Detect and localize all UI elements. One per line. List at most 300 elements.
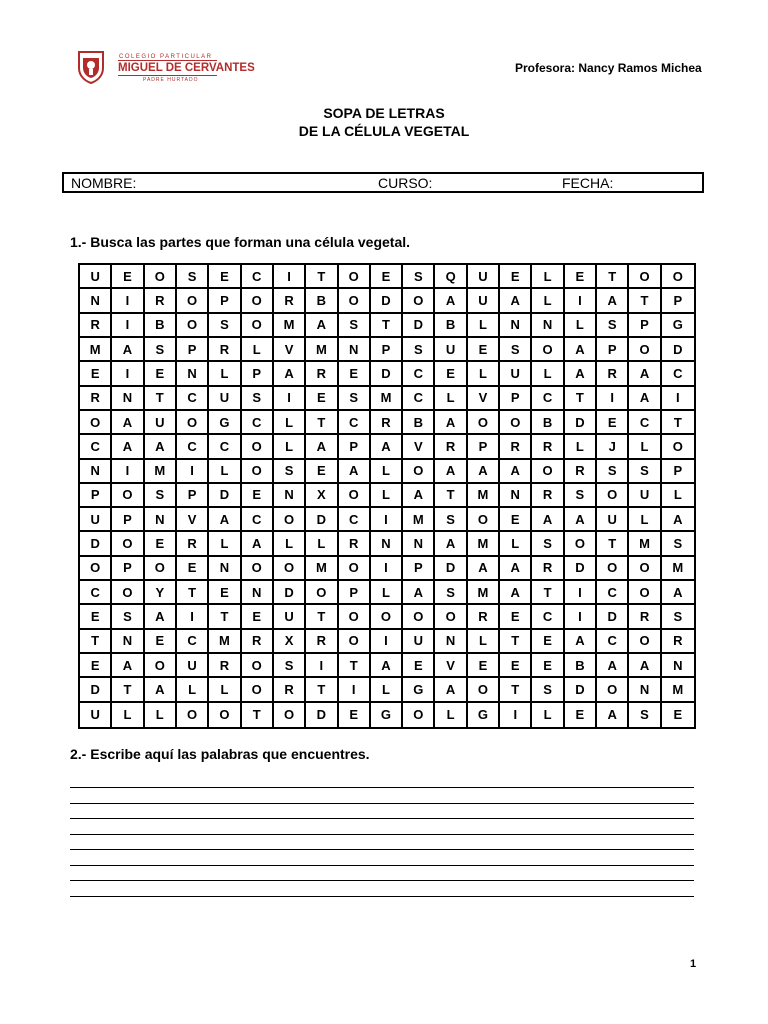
- grid-cell: O: [339, 605, 371, 629]
- grid-cell: O: [403, 605, 435, 629]
- grid-cell: A: [662, 508, 694, 532]
- grid-cell: I: [274, 265, 306, 289]
- grid-cell: M: [468, 532, 500, 556]
- grid-cell: N: [532, 314, 564, 338]
- grid-cell: O: [242, 314, 274, 338]
- grid-cell: A: [403, 581, 435, 605]
- grid-cell: E: [532, 654, 564, 678]
- grid-cell: R: [500, 435, 532, 459]
- grid-cell: E: [371, 265, 403, 289]
- grid-cell: M: [306, 338, 338, 362]
- grid-cell: U: [500, 362, 532, 386]
- grid-cell: E: [500, 605, 532, 629]
- grid-cell: L: [371, 460, 403, 484]
- grid-cell: L: [371, 678, 403, 702]
- grid-cell: Q: [435, 265, 467, 289]
- grid-cell: R: [80, 314, 112, 338]
- grid-cell: R: [532, 484, 564, 508]
- grid-cell: O: [339, 557, 371, 581]
- grid-cell: P: [662, 460, 694, 484]
- grid-cell: E: [80, 654, 112, 678]
- grid-cell: N: [500, 314, 532, 338]
- grid-cell: D: [209, 484, 241, 508]
- grid-cell: O: [629, 581, 661, 605]
- grid-cell: C: [80, 581, 112, 605]
- grid-cell: I: [177, 605, 209, 629]
- grid-cell: R: [629, 605, 661, 629]
- grid-cell: L: [274, 435, 306, 459]
- grid-cell: A: [597, 654, 629, 678]
- grid-cell: O: [80, 411, 112, 435]
- grid-cell: E: [145, 532, 177, 556]
- grid-cell: D: [662, 338, 694, 362]
- grid-cell: T: [306, 411, 338, 435]
- grid-cell: E: [597, 411, 629, 435]
- grid-cell: A: [468, 460, 500, 484]
- grid-cell: S: [209, 314, 241, 338]
- grid-cell: T: [629, 289, 661, 313]
- grid-cell: O: [242, 435, 274, 459]
- grid-cell: G: [662, 314, 694, 338]
- grid-cell: T: [112, 678, 144, 702]
- grid-cell: S: [565, 484, 597, 508]
- grid-cell: V: [177, 508, 209, 532]
- grid-cell: O: [242, 557, 274, 581]
- grid-cell: O: [468, 508, 500, 532]
- grid-cell: L: [242, 338, 274, 362]
- grid-cell: G: [403, 678, 435, 702]
- grid-cell: L: [306, 532, 338, 556]
- grid-cell: A: [468, 557, 500, 581]
- grid-cell: D: [565, 557, 597, 581]
- grid-cell: Y: [145, 581, 177, 605]
- grid-cell: E: [306, 387, 338, 411]
- grid-cell: P: [500, 387, 532, 411]
- grid-cell: L: [629, 435, 661, 459]
- grid-cell: O: [629, 265, 661, 289]
- grid-cell: N: [403, 532, 435, 556]
- answer-line[interactable]: [70, 787, 694, 788]
- grid-cell: N: [500, 484, 532, 508]
- grid-cell: L: [468, 362, 500, 386]
- grid-cell: L: [468, 630, 500, 654]
- grid-cell: L: [274, 411, 306, 435]
- grid-cell: A: [274, 362, 306, 386]
- grid-cell: I: [112, 362, 144, 386]
- grid-cell: M: [468, 581, 500, 605]
- grid-cell: O: [242, 678, 274, 702]
- grid-cell: C: [339, 508, 371, 532]
- grid-cell: R: [468, 605, 500, 629]
- grid-cell: U: [629, 484, 661, 508]
- grid-cell: P: [112, 557, 144, 581]
- page-number: 1: [690, 958, 697, 970]
- grid-cell: I: [274, 387, 306, 411]
- grid-cell: I: [565, 289, 597, 313]
- grid-cell: T: [209, 605, 241, 629]
- grid-cell: A: [209, 508, 241, 532]
- grid-cell: T: [177, 581, 209, 605]
- grid-cell: A: [629, 654, 661, 678]
- grid-cell: M: [145, 460, 177, 484]
- grid-cell: T: [662, 411, 694, 435]
- grid-cell: O: [629, 557, 661, 581]
- grid-cell: S: [597, 460, 629, 484]
- grid-cell: T: [306, 265, 338, 289]
- date-label: FECHA:: [562, 175, 614, 191]
- grid-cell: I: [662, 387, 694, 411]
- grid-cell: O: [177, 411, 209, 435]
- grid-cell: V: [468, 387, 500, 411]
- grid-cell: I: [565, 581, 597, 605]
- grid-cell: C: [80, 435, 112, 459]
- grid-cell: S: [274, 654, 306, 678]
- grid-cell: O: [145, 557, 177, 581]
- grid-cell: I: [112, 289, 144, 313]
- answer-line[interactable]: [70, 849, 694, 850]
- grid-cell: C: [177, 435, 209, 459]
- grid-cell: B: [565, 654, 597, 678]
- grid-cell: S: [629, 703, 661, 727]
- grid-cell: E: [673, 707, 683, 723]
- grid-cell: N: [662, 654, 694, 678]
- grid-cell: S: [435, 581, 467, 605]
- grid-cell: L: [629, 508, 661, 532]
- grid-cell: M: [371, 387, 403, 411]
- grid-cell: L: [532, 289, 564, 313]
- grid-cell: O: [112, 532, 144, 556]
- grid-cell: L: [532, 703, 564, 727]
- grid-cell: A: [112, 654, 144, 678]
- grid-cell: T: [532, 581, 564, 605]
- grid-cell: O: [662, 265, 694, 289]
- grid-cell: L: [532, 265, 564, 289]
- grid-cell: T: [500, 630, 532, 654]
- grid-cell: L: [209, 532, 241, 556]
- grid-cell: C: [532, 605, 564, 629]
- grid-cell: E: [403, 654, 435, 678]
- grid-cell: U: [209, 387, 241, 411]
- grid-cell: I: [112, 460, 144, 484]
- grid-cell: O: [112, 581, 144, 605]
- grid-cell: A: [629, 387, 661, 411]
- grid-cell: U: [80, 265, 112, 289]
- grid-cell: E: [435, 362, 467, 386]
- grid-cell: U: [177, 654, 209, 678]
- grid-cell: O: [532, 460, 564, 484]
- grid-cell: P: [468, 435, 500, 459]
- grid-cell: D: [80, 532, 112, 556]
- grid-cell: P: [80, 484, 112, 508]
- grid-cell: P: [403, 557, 435, 581]
- grid-cell: P: [242, 362, 274, 386]
- grid-cell: A: [532, 508, 564, 532]
- grid-cell: D: [80, 678, 112, 702]
- grid-cell: U: [403, 630, 435, 654]
- grid-cell: S: [242, 387, 274, 411]
- grid-cell: O: [403, 289, 435, 313]
- grid-cell: T: [371, 314, 403, 338]
- grid-cell: I: [177, 460, 209, 484]
- grid-cell: O: [565, 532, 597, 556]
- grid-cell: O: [339, 630, 371, 654]
- grid-cell: A: [597, 289, 629, 313]
- grid-cell: R: [274, 289, 306, 313]
- grid-cell: E: [145, 630, 177, 654]
- grid-cell: G: [468, 703, 500, 727]
- grid-cell: P: [209, 289, 241, 313]
- grid-cell: E: [500, 508, 532, 532]
- grid-cell: X: [306, 484, 338, 508]
- grid-cell: O: [80, 557, 112, 581]
- word-search-grid: [78, 263, 696, 729]
- grid-cell: A: [306, 435, 338, 459]
- grid-cell: R: [145, 289, 177, 313]
- grid-cell: T: [145, 387, 177, 411]
- grid-cell: U: [80, 703, 112, 727]
- grid-cell: C: [629, 411, 661, 435]
- grid-cell: A: [500, 460, 532, 484]
- logo-subtitle: COLEGIO PARTICULAR: [119, 54, 213, 60]
- grid-cell: D: [306, 703, 338, 727]
- grid-cell: E: [145, 362, 177, 386]
- grid-cell: M: [306, 557, 338, 581]
- answer-line[interactable]: [70, 834, 694, 835]
- grid-cell: S: [435, 508, 467, 532]
- grid-cell: U: [80, 508, 112, 532]
- grid-cell: O: [597, 484, 629, 508]
- grid-cell: O: [339, 265, 371, 289]
- grid-cell: R: [209, 654, 241, 678]
- grid-cell: S: [145, 338, 177, 362]
- grid-cell: O: [597, 678, 629, 702]
- grid-cell: C: [403, 387, 435, 411]
- grid-cell: O: [629, 338, 661, 362]
- grid-cell: A: [500, 289, 532, 313]
- grid-cell: A: [500, 581, 532, 605]
- answer-line[interactable]: [70, 803, 694, 804]
- grid-cell: M: [662, 678, 694, 702]
- grid-cell: T: [435, 484, 467, 508]
- grid-cell: M: [274, 314, 306, 338]
- grid-cell: A: [371, 654, 403, 678]
- grid-cell: E: [468, 654, 500, 678]
- instruction-find: 1.- Busca las partes que forman una célula vegetal.: [70, 234, 411, 250]
- grid-cell: M: [80, 338, 112, 362]
- grid-cell: L: [209, 678, 241, 702]
- grid-cell: E: [209, 265, 241, 289]
- grid-cell: N: [177, 362, 209, 386]
- grid-cell: U: [145, 411, 177, 435]
- grid-cell: L: [435, 387, 467, 411]
- grid-cell: A: [629, 362, 661, 386]
- grid-cell: O: [403, 703, 435, 727]
- school-logo: [77, 50, 255, 88]
- grid-cell: L: [500, 532, 532, 556]
- grid-cell: M: [468, 484, 500, 508]
- answer-line[interactable]: [70, 818, 694, 819]
- grid-cell: A: [565, 362, 597, 386]
- grid-cell: A: [500, 557, 532, 581]
- grid-cell: I: [597, 387, 629, 411]
- logo-rule-top: [118, 60, 217, 61]
- grid-cell: S: [532, 678, 564, 702]
- grid-cell: B: [306, 289, 338, 313]
- grid-cell: I: [565, 605, 597, 629]
- grid-cell: L: [662, 484, 694, 508]
- grid-cell: T: [306, 605, 338, 629]
- grid-cell: R: [80, 387, 112, 411]
- grid-cell: O: [274, 508, 306, 532]
- grid-cell: L: [145, 703, 177, 727]
- grid-cell: E: [532, 630, 564, 654]
- grid-cell: O: [371, 605, 403, 629]
- grid-cell: A: [112, 338, 144, 362]
- grid-cell: A: [242, 532, 274, 556]
- grid-cell: A: [435, 460, 467, 484]
- grid-cell: N: [274, 484, 306, 508]
- grid-cell: I: [112, 314, 144, 338]
- grid-cell: O: [468, 411, 500, 435]
- grid-cell: R: [662, 630, 694, 654]
- grid-cell: N: [339, 338, 371, 362]
- grid-cell: D: [306, 508, 338, 532]
- grid-cell: T: [339, 654, 371, 678]
- grid-cell: U: [274, 605, 306, 629]
- grid-cell: O: [209, 703, 241, 727]
- answer-line[interactable]: [70, 896, 694, 897]
- grid-cell: E: [339, 362, 371, 386]
- grid-cell: E: [242, 605, 274, 629]
- grid-cell: S: [662, 605, 694, 629]
- grid-cell: O: [112, 484, 144, 508]
- grid-cell: S: [662, 532, 694, 556]
- grid-cell: O: [629, 630, 661, 654]
- grid-cell: L: [177, 678, 209, 702]
- grid-cell: E: [500, 265, 532, 289]
- grid-cell: O: [597, 557, 629, 581]
- grid-cell: A: [435, 411, 467, 435]
- grid-cell: O: [177, 289, 209, 313]
- grid-cell: N: [80, 460, 112, 484]
- grid-cell: L: [371, 484, 403, 508]
- grid-cell: R: [371, 411, 403, 435]
- grid-cell: S: [145, 484, 177, 508]
- grid-cell: E: [339, 703, 371, 727]
- grid-cell: A: [145, 678, 177, 702]
- grid-cell: A: [339, 460, 371, 484]
- grid-cell: E: [306, 460, 338, 484]
- grid-cell: C: [597, 581, 629, 605]
- grid-cell: R: [177, 532, 209, 556]
- answer-line[interactable]: [70, 865, 694, 866]
- grid-cell: J: [597, 435, 629, 459]
- grid-cell: T: [597, 265, 629, 289]
- grid-cell: R: [274, 678, 306, 702]
- grid-cell: A: [403, 484, 435, 508]
- grid-cell: X: [274, 630, 306, 654]
- grid-cell: E: [80, 605, 112, 629]
- grid-cell: E: [177, 557, 209, 581]
- grid-cell: D: [371, 362, 403, 386]
- grid-cell: A: [565, 338, 597, 362]
- grid-cell: R: [306, 630, 338, 654]
- logo-name: MIGUEL DE CERVANTES: [118, 62, 255, 74]
- grid-cell: O: [242, 289, 274, 313]
- grid-cell: T: [80, 630, 112, 654]
- answer-line[interactable]: [70, 880, 694, 881]
- grid-cell: D: [403, 314, 435, 338]
- grid-cell: A: [112, 435, 144, 459]
- grid-cell: L: [468, 314, 500, 338]
- grid-cell: O: [532, 338, 564, 362]
- grid-cell: C: [242, 265, 274, 289]
- grid-cell: O: [177, 703, 209, 727]
- grid-cell: S: [274, 460, 306, 484]
- grid-cell: T: [242, 703, 274, 727]
- grid-cell: O: [662, 435, 694, 459]
- grid-cell: S: [532, 532, 564, 556]
- grid-cell: I: [371, 557, 403, 581]
- grid-cell: A: [371, 435, 403, 459]
- grid-cell: C: [597, 630, 629, 654]
- grid-cell: A: [597, 703, 629, 727]
- grid-cell: O: [306, 581, 338, 605]
- grid-cell: C: [209, 435, 241, 459]
- grid-cell: I: [371, 508, 403, 532]
- grid-cell: R: [209, 338, 241, 362]
- grid-cell: S: [339, 314, 371, 338]
- grid-cell: T: [306, 678, 338, 702]
- grid-cell: D: [597, 605, 629, 629]
- grid-cell: R: [565, 460, 597, 484]
- grid-cell: L: [209, 460, 241, 484]
- grid-cell: S: [112, 605, 144, 629]
- grid-cell: C: [532, 387, 564, 411]
- grid-cell: O: [274, 703, 306, 727]
- grid-cell: R: [532, 435, 564, 459]
- grid-cell: P: [339, 435, 371, 459]
- grid-cell: V: [435, 654, 467, 678]
- grid-cell: E: [565, 703, 597, 727]
- worksheet-title: SOPA DE LETRAS: [323, 105, 445, 121]
- grid-cell: C: [242, 411, 274, 435]
- grid-cell: P: [597, 338, 629, 362]
- grid-cell: T: [500, 678, 532, 702]
- grid-cell: U: [597, 508, 629, 532]
- grid-cell: R: [597, 362, 629, 386]
- grid-cell: I: [339, 678, 371, 702]
- grid-cell: C: [242, 508, 274, 532]
- grid-cell: N: [145, 508, 177, 532]
- grid-cell: D: [371, 289, 403, 313]
- grid-cell: L: [274, 532, 306, 556]
- grid-cell: E: [209, 581, 241, 605]
- grid-cell: N: [242, 581, 274, 605]
- grid-cell: C: [403, 362, 435, 386]
- grid-cell: G: [209, 411, 241, 435]
- grid-cell: A: [662, 581, 694, 605]
- grid-cell: A: [306, 314, 338, 338]
- grid-cell: P: [177, 484, 209, 508]
- grid-cell: S: [403, 338, 435, 362]
- grid-cell: B: [435, 314, 467, 338]
- grid-cell: T: [597, 532, 629, 556]
- grid-cell: L: [532, 362, 564, 386]
- grid-cell: S: [177, 265, 209, 289]
- grid-cell: C: [177, 387, 209, 411]
- grid-cell: D: [565, 411, 597, 435]
